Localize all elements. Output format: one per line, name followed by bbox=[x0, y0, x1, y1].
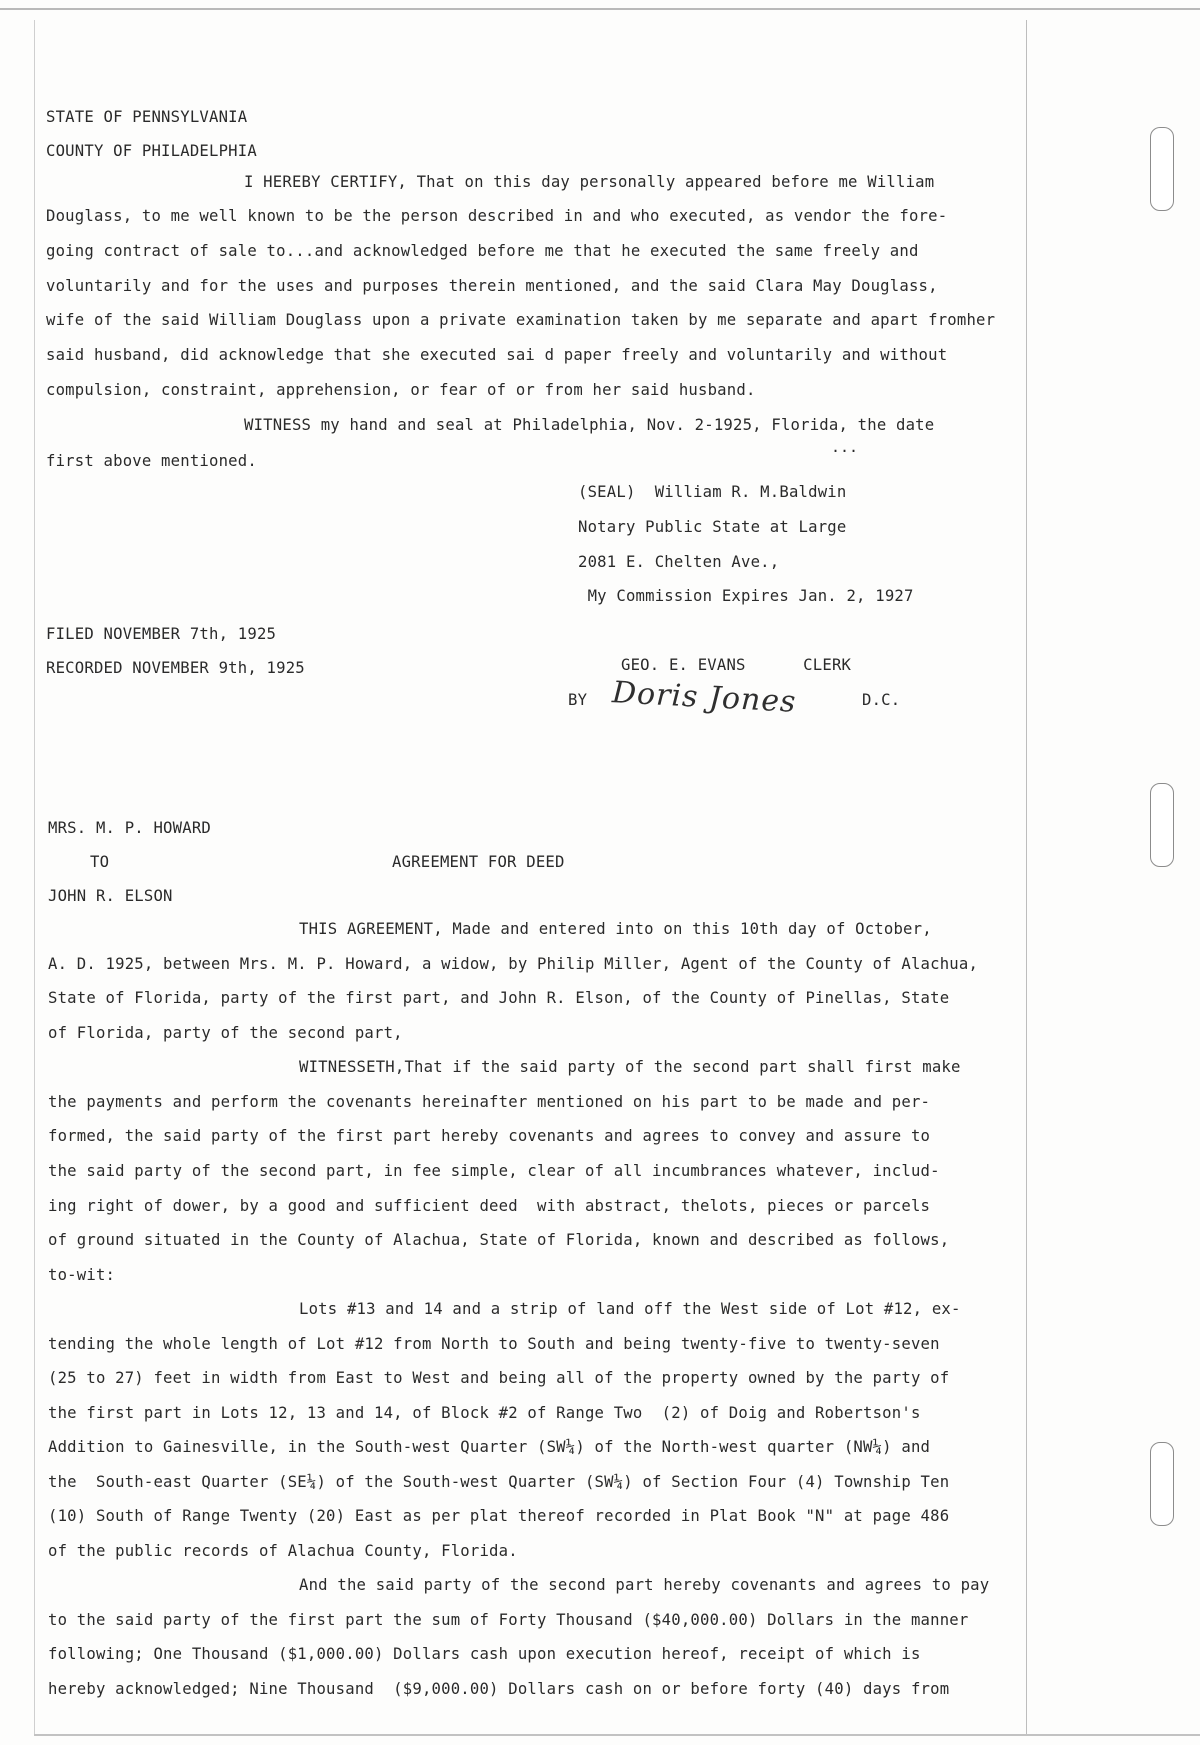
agreement-text-line: And the said party of the second part hereby covenants and agrees to pay bbox=[299, 1576, 990, 1594]
binder-hole-icon bbox=[1150, 127, 1174, 211]
agreement-text-line: A. D. 1925, between Mrs. M. P. Howard, a widow, by Philip Miller, Agent of the County of Alachua, bbox=[48, 955, 979, 973]
agreement-title: AGREEMENT FOR DEED bbox=[392, 853, 565, 871]
agreement-text-line: tending the whole length of Lot #12 from North to South and being twenty-five to twenty-seven bbox=[48, 1335, 940, 1353]
agreement-text-line: State of Florida, party of the first part, and John R. Elson, of the County of Pinellas, State bbox=[48, 989, 950, 1007]
binder-hole-icon bbox=[1150, 783, 1174, 867]
agreement-text-line: (10) South of Range Twenty (20) East as per plat thereof recorded in Plat Book "N" at page 486 bbox=[48, 1507, 950, 1525]
notary-seal-line: (SEAL) William R. M.Baldwin bbox=[578, 483, 847, 501]
notary-title-line: Notary Public State at Large bbox=[578, 518, 847, 536]
certificate-text-line: going contract of sale to...and acknowledged before me that he executed the same freely and bbox=[46, 242, 919, 260]
right-margin-line bbox=[1026, 20, 1027, 1735]
state-heading: STATE OF PENNSYLVANIA bbox=[46, 108, 248, 126]
certificate-text-line: compulsion, constraint, apprehension, or fear of or from her said husband. bbox=[46, 381, 756, 399]
witness-text-line: WITNESS my hand and seal at Philadelphia, Nov. 2-1925, Florida, the date bbox=[244, 416, 935, 434]
deputy-clerk-label: D.C. bbox=[862, 691, 901, 709]
agreement-text-line: to the said party of the first part the sum of Forty Thousand ($40,000.00) Dollars in the manner bbox=[48, 1611, 969, 1629]
agreement-text-line: following; One Thousand ($1,000.00) Dollars cash upon execution hereof, receipt of which is bbox=[48, 1645, 921, 1663]
agreement-text-line: of Florida, party of the second part, bbox=[48, 1024, 403, 1042]
agreement-text-line: THIS AGREEMENT, Made and entered into on this 10th day of October, bbox=[299, 920, 932, 938]
filed-date: FILED NOVEMBER 7th, 1925 bbox=[46, 625, 277, 643]
notary-commission-line: My Commission Expires Jan. 2, 1927 bbox=[578, 587, 914, 605]
by-label: BY bbox=[568, 691, 588, 709]
agreement-text-line: ing right of dower, by a good and sufficient deed with abstract, thelots, pieces or parcels bbox=[48, 1197, 931, 1215]
certificate-text-line: I HEREBY CERTIFY, That on this day personally appeared before me William bbox=[244, 173, 935, 191]
agreement-text-line: Lots #13 and 14 and a strip of land off the West side of Lot #12, ex- bbox=[299, 1300, 961, 1318]
recorded-date: RECORDED NOVEMBER 9th, 1925 bbox=[46, 659, 305, 677]
clerk-signature: Doris Jones bbox=[611, 675, 798, 720]
agreement-text-line: the first part in Lots 12, 13 and 14, of Block #2 of Range Two (2) of Doig and Robertson's bbox=[48, 1404, 921, 1422]
notary-address-line: 2081 E. Chelten Ave., bbox=[578, 553, 780, 571]
agreement-text-line: the payments and perform the covenants hereinafter mentioned on his part to be made and per- bbox=[48, 1093, 931, 1111]
witness-text-line: first above mentioned. bbox=[46, 452, 257, 470]
to-label: TO bbox=[90, 853, 110, 871]
agreement-text-line: formed, the said party of the first part hereby covenants and agrees to convey and assure to bbox=[48, 1127, 931, 1145]
certificate-text-line: Douglass, to me well known to be the person described in and who executed, as vendor the fore- bbox=[46, 207, 948, 225]
agreement-text-line: (25 to 27) feet in width from East to West and being all of the property owned by the party of bbox=[48, 1369, 950, 1387]
certificate-text-line: said husband, did acknowledge that she executed sai d paper freely and voluntarily and without bbox=[46, 346, 948, 364]
agreement-text-line: the said party of the second part, in fee simple, clear of all incumbrances whatever, includ- bbox=[48, 1162, 940, 1180]
certificate-text-line: voluntarily and for the uses and purposes therein mentioned, and the said Clara May Douglass, bbox=[46, 277, 938, 295]
agreement-text-line: of the public records of Alachua County, Florida. bbox=[48, 1542, 518, 1560]
grantor-name: MRS. M. P. HOWARD bbox=[48, 819, 211, 837]
ellipsis-mark: ... bbox=[831, 438, 859, 456]
agreement-text-line: Addition to Gainesville, in the South-west Quarter (SW¼) of the North-west quarter (NW¼) and bbox=[48, 1438, 931, 1456]
agreement-text-line: WITNESSETH,That if the said party of the second part shall first make bbox=[299, 1058, 961, 1076]
certificate-text-line: wife of the said William Douglass upon a private examination taken by me separate and apart fromher bbox=[46, 311, 996, 329]
agreement-text-line: to-wit: bbox=[48, 1266, 116, 1284]
bottom-border-line bbox=[34, 1734, 1200, 1736]
agreement-text-line: of ground situated in the County of Alachua, State of Florida, known and described as follows, bbox=[48, 1231, 950, 1249]
binder-hole-icon bbox=[1150, 1442, 1174, 1526]
left-margin-line bbox=[34, 20, 35, 1735]
county-heading: COUNTY OF PHILADELPHIA bbox=[46, 142, 257, 160]
grantee-name: JOHN R. ELSON bbox=[48, 887, 173, 905]
agreement-text-line: the South-east Quarter (SE¼) of the South-west Quarter (SW¼) of Section Four (4) Township Ten bbox=[48, 1473, 950, 1491]
clerk-name-line: GEO. E. EVANS CLERK bbox=[621, 656, 852, 674]
agreement-text-line: hereby acknowledged; Nine Thousand ($9,000.00) Dollars cash on or before forty (40) days from bbox=[48, 1680, 950, 1698]
top-border-line bbox=[0, 8, 1200, 10]
